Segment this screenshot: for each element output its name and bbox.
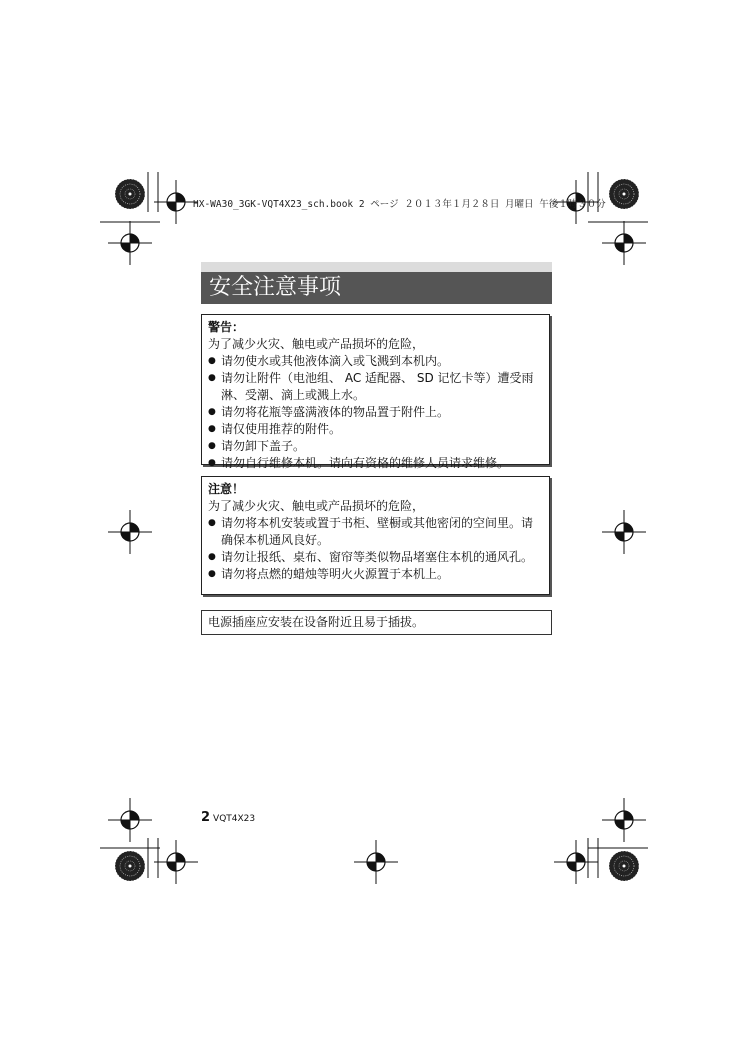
warning-intro: 为了减少火灾、触电或产品损坏的危险， (208, 337, 425, 351)
caution-list (208, 515, 543, 583)
section-title: 安全注意事项 (201, 272, 552, 304)
caution-heading: 注意！ (208, 482, 245, 496)
caution-intro: 为了减少火灾、触电或产品损坏的危险， (208, 499, 425, 513)
list-item: ● 请仅使用推荐的附件。 (208, 421, 543, 438)
list-item: ● 请勿将花瓶等盛满液体的物品置于附件上。 (208, 404, 543, 421)
list-item: ● 请勿让附件（电池组、 AC 适配器、 SD 记忆卡等）遭受雨淋、受潮、滴上或溅上水。 (208, 370, 543, 404)
list-item: ● 请勿将本机安装或置于书柜、壁橱或其他密闭的空间里。请确保本机通风良好。 (208, 515, 543, 549)
list-item: ● 请勿自行维修本机。请向有资格的维修人员请求维修。 (208, 455, 543, 472)
title-top-strip (201, 262, 552, 272)
file-info-line: HX-WA30_3GK-VQT4X23_sch.book 2 ページ ２０１３年１月２８日 月曜日 午後１時３０分 (193, 199, 606, 210)
warning-heading: 警告： (208, 320, 245, 334)
page-number: 2 (201, 810, 211, 825)
page-footer (201, 810, 255, 825)
power-outlet-notice: 电源插座应安装在设备附近且易于插拔。 (201, 610, 552, 635)
doc-code: VQT4X23 (213, 814, 256, 824)
list-item: ● 请勿卸下盖子。 (208, 438, 543, 455)
section-title-band (201, 262, 552, 304)
list-item: ● 请勿使水或其他液体滴入或飞溅到本机内。 (208, 353, 543, 370)
warning-box (201, 314, 550, 470)
warning-list (208, 353, 543, 472)
list-item: ● 请勿将点燃的蜡烛等明火火源置于本机上。 (208, 566, 543, 583)
caution-box (201, 476, 550, 595)
list-item: ● 请勿让报纸、桌布、窗帘等类似物品堵塞住本机的通风孔。 (208, 549, 543, 566)
